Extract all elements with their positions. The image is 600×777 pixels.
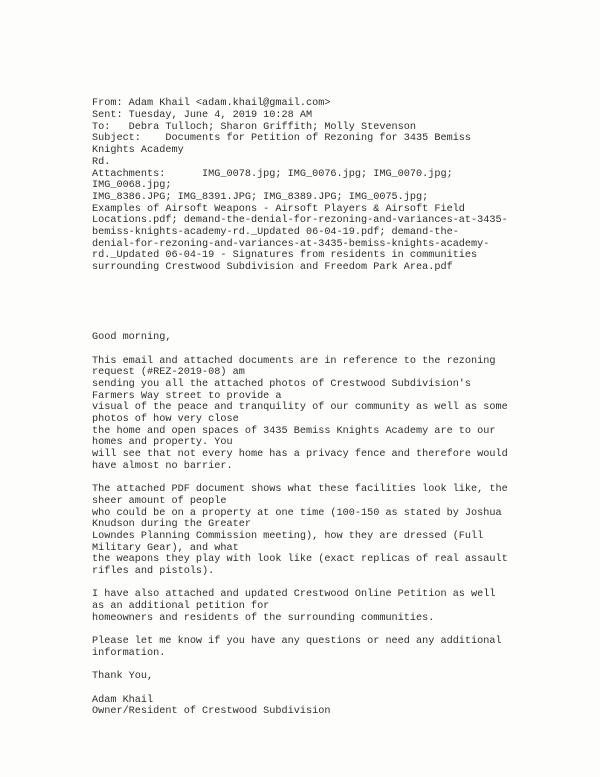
blank-line bbox=[92, 683, 508, 695]
body-line: as an additional petition for bbox=[92, 601, 270, 612]
blank-line bbox=[92, 578, 508, 590]
body-line: Farmers Way street to provide a bbox=[92, 390, 282, 402]
header-line: Subject: Documents for Petition of Rezoning for 3435 Bemiss bbox=[92, 133, 472, 145]
body-line: Lowndes Planning Commission meeting), how they are dressed (Full bbox=[92, 530, 484, 542]
blank-line bbox=[92, 624, 508, 636]
email-body bbox=[92, 297, 508, 718]
body-line: homes and property. You bbox=[92, 437, 233, 449]
header-line: Examples of Airsoft Weapons - Airsoft Players & Airsoft Field bbox=[92, 203, 465, 215]
header-line: Locations.pdf; demand-the-denial-for-rezoning-and-variances-at-3435- bbox=[92, 215, 508, 227]
header-line: Attachments: IMG_0078.jpg; IMG_0076.jpg; IMG_0070.jpg; bbox=[92, 168, 453, 180]
body-line: homeowners and residents of the surrounding communities. bbox=[92, 612, 435, 624]
header-line: Knights Academy bbox=[92, 145, 184, 157]
blank-line bbox=[92, 472, 508, 484]
blank-line bbox=[92, 344, 508, 356]
body-line: Good morning, bbox=[92, 332, 172, 344]
header-line: denial-for-rezoning-and-variances-at-3435-bemiss-knights-academy- bbox=[92, 238, 490, 250]
blank-line bbox=[92, 321, 508, 333]
body-line: will see that not every home has a privacy fence and therefore would bbox=[92, 449, 508, 461]
body-line: visual of the peace and tranquility of our community as well as some bbox=[92, 402, 508, 414]
body-line: the home and open spaces of 3435 Bemiss Knights Academy are to our bbox=[92, 425, 496, 437]
body-line: Please let me know if you have any questions or need any additional bbox=[92, 636, 502, 648]
header-line: From: Adam Khail <adam.khail@gmail.com> bbox=[92, 98, 331, 110]
blank-line bbox=[92, 309, 508, 321]
blank-line bbox=[92, 297, 508, 309]
header-line: rd._Updated 06-04-19 - Signatures from residents in communities bbox=[92, 250, 478, 262]
header-line: Rd. bbox=[92, 156, 111, 168]
body-line: sheer amount of people bbox=[92, 495, 227, 507]
body-line: sending you all the attached photos of Crestwood Subdivision's bbox=[92, 378, 472, 390]
body-line: Adam Khail bbox=[92, 694, 154, 706]
header-line: bemiss-knights-academy-rd._Updated 06-04-19.pdf; demand-the- bbox=[92, 226, 459, 238]
body-line: I have also attached and updated Crestwood Online Petition as well bbox=[92, 589, 496, 601]
header-line: IMG_0068.jpg; bbox=[92, 180, 172, 192]
body-line: the weapons they play with look like (exact replicas of real assault bbox=[92, 554, 508, 566]
header-line: surrounding Crestwood Subdivision and Freedom Park Area.pdf bbox=[92, 262, 453, 274]
header-line: Sent: Tuesday, June 4, 2019 10:28 AM bbox=[92, 110, 313, 122]
blank-line bbox=[92, 659, 508, 671]
body-line: Military Gear), and what bbox=[92, 542, 239, 554]
body-line: Owner/Resident of Crestwood Subdivision bbox=[92, 706, 331, 718]
email-header bbox=[92, 98, 508, 273]
body-line: information. bbox=[92, 647, 166, 659]
header-line: To: Debra Tulloch; Sharon Griffith; Molly Stevenson bbox=[92, 121, 417, 133]
body-line: request (#REZ-2019-08) am bbox=[92, 367, 245, 379]
body-line: who could be on a property at one time (100-150 as stated by Joshua bbox=[92, 507, 502, 519]
body-line: Knudson during the Greater bbox=[92, 519, 251, 531]
body-line: rifles and pistols). bbox=[92, 565, 215, 577]
body-line: Thank You, bbox=[92, 671, 154, 683]
body-line: This email and attached documents are in reference to the rezoning bbox=[92, 355, 496, 367]
body-line: The attached PDF document shows what these facilities look like, the bbox=[92, 484, 508, 496]
body-line: photos of how very close bbox=[92, 414, 239, 425]
body-line: have almost no barrier. bbox=[92, 460, 233, 472]
email-printout bbox=[92, 75, 508, 730]
header-line: IMG_8386.JPG; IMG_8391.JPG; IMG_8389.JPG; IMG_0075.jpg; bbox=[92, 191, 429, 203]
